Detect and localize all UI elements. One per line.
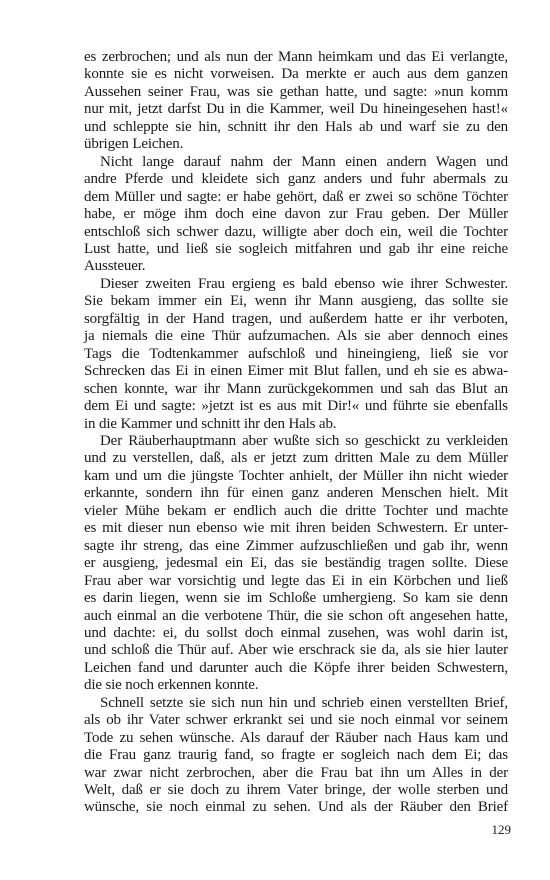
text-line: es mit dieser nun ebenso wie mit ihren beiden Schwestern. Er unter- xyxy=(84,520,508,537)
text-line: Der Räuberhauptmann aber wußte sich so geschickt zu verkleiden xyxy=(100,432,508,449)
text-line: schen konnte, war ihr Mann zurückgekommen und sah das Blut an xyxy=(84,380,508,397)
text-line: Nicht lange darauf nahm der Mann einen andern Wagen und xyxy=(100,153,508,170)
text-line: in die Kammer und schnitt ihr den Hals ab. xyxy=(84,415,337,432)
text-line: sorgfältig in der Hand tragen, und außerdem hatte er ihr verboten, xyxy=(84,310,508,327)
text-line: als ob ihr Vater schwer erkrankt sei und sie noch einmal vor seinem xyxy=(84,712,508,729)
text-line: kam und um die jüngste Tochter anhielt, der Müller ihn nicht wieder xyxy=(84,467,508,484)
text-line: die sie noch erkennen konnte. xyxy=(84,677,259,694)
text-line: Tode zu sehen wünsche. Als darauf der Räuber nach Haus kam und xyxy=(84,729,508,746)
text-line: die Frau ganz traurig fand, so fragte er sogleich nach dem Ei; das xyxy=(84,747,508,764)
text-line: es zerbrochen; und als nun der Mann heimkam und das Ei verlangte, xyxy=(84,49,508,65)
text-line: es darin liegen, wenn sie im Schloße umhergieng. So kam sie denn xyxy=(84,590,508,607)
text-line: erkannte, sondern ihn für einen ganz anderen Menschen hielt. Mit xyxy=(84,485,508,502)
text-line: habe, er möge ihm doch eine davon zur Frau geben. Der Müller xyxy=(84,206,508,223)
text-line: und schloß die Thür auf. Aber wie erschrack sie da, als sie hier lauter xyxy=(84,642,508,659)
body-text xyxy=(84,49,508,817)
text-line: entschloß sich schwer dazu, willigte aber doch ein, weil die Tochter xyxy=(84,223,508,240)
text-line: konnte sie es nicht vorweisen. Da merkte er auch aus dem ganzen xyxy=(84,66,508,83)
text-line: Aussteuer. xyxy=(84,258,146,275)
text-line: Lust hatte, und ließ sie sogleich mitfahren und gab ihr eine reiche xyxy=(84,240,508,257)
page-number: 129 xyxy=(491,822,511,837)
text-line: Tags die Todtenkammer aufschloß und hineingieng, ließ sie vor xyxy=(84,345,508,362)
text-line: und dachte: ei, du sollst doch einmal zusehen, was wohl darin ist, xyxy=(84,624,508,641)
text-line: sagte ihr streng, das eine Zimmer aufzuschließen und gab ihr, wenn xyxy=(84,537,508,554)
text-line: Frau aber war vorsichtig und legte das Ei in ein Körbchen und ließ xyxy=(84,572,508,589)
text-line: nur mit, jetzt darfst Du in die Kammer, weil Du hineingesehen hast!« xyxy=(84,101,508,118)
text-line: Leichen fand und darunter auch die Köpfe ihrer beiden Schwestern, xyxy=(84,659,508,676)
text-line: Sie bekam immer ein Ei, wenn ihr Mann ausgieng, das sollte sie xyxy=(84,293,508,310)
text-line: ja niemals die eine Thür aufzumachen. Als sie aber dennoch eines xyxy=(84,328,508,345)
text-line: vieler Mühe bekam er endlich auch die dritte Tochter und machte xyxy=(84,502,508,519)
text-line: und zu verstellen, daß, als er jetzt zum dritten Male zu dem Müller xyxy=(84,450,508,467)
text-line: war zwar nicht zerbrochen, aber die Frau bat ihn um Alles in der xyxy=(84,764,508,781)
text-line: übrigen Leichen. xyxy=(84,136,184,153)
text-line: und schleppte sie hin, schnitt ihr den Hals ab und warf sie zu den xyxy=(84,118,508,135)
text-line: wünsche, sie noch einmal zu sehen. Und als der Räuber den Brief xyxy=(84,799,508,816)
text-line: Aussehen seiner Frau, was sie gethan hatte, und sagte: »nun komm xyxy=(84,83,508,100)
text-line: andre Pferde und kleidete sich ganz anders und fuhr abermals zu xyxy=(84,171,508,188)
text-line: Schrecken das Ei in einen Eimer mit Blut fallen, und eh sie es abwa- xyxy=(84,363,508,380)
text-line: Welt, daß er sie doch zu ihrem Vater bringe, der wolle sterben und xyxy=(84,782,508,799)
text-line: dem Müller und sagte: er habe gehört, daß er zwei so schöne Töchter xyxy=(84,188,508,205)
text-line: Schnell setzte sie sich nun hin und schrieb einen verstellten Brief, xyxy=(100,694,508,711)
text-line: auch einmal an die verbotene Thür, die sie schon oft angesehen hatte, xyxy=(84,607,508,624)
text-line: Dieser zweiten Frau ergieng es bald ebenso wie ihrer Schwester. xyxy=(100,275,508,292)
text-line: dem Ei und sagte: »jetzt ist es aus mit Dir!« und führte sie ebenfalls xyxy=(84,398,508,415)
text-line: er ausgieng, jedesmal ein Ei, das sie beständig tragen sollte. Diese xyxy=(84,555,508,572)
